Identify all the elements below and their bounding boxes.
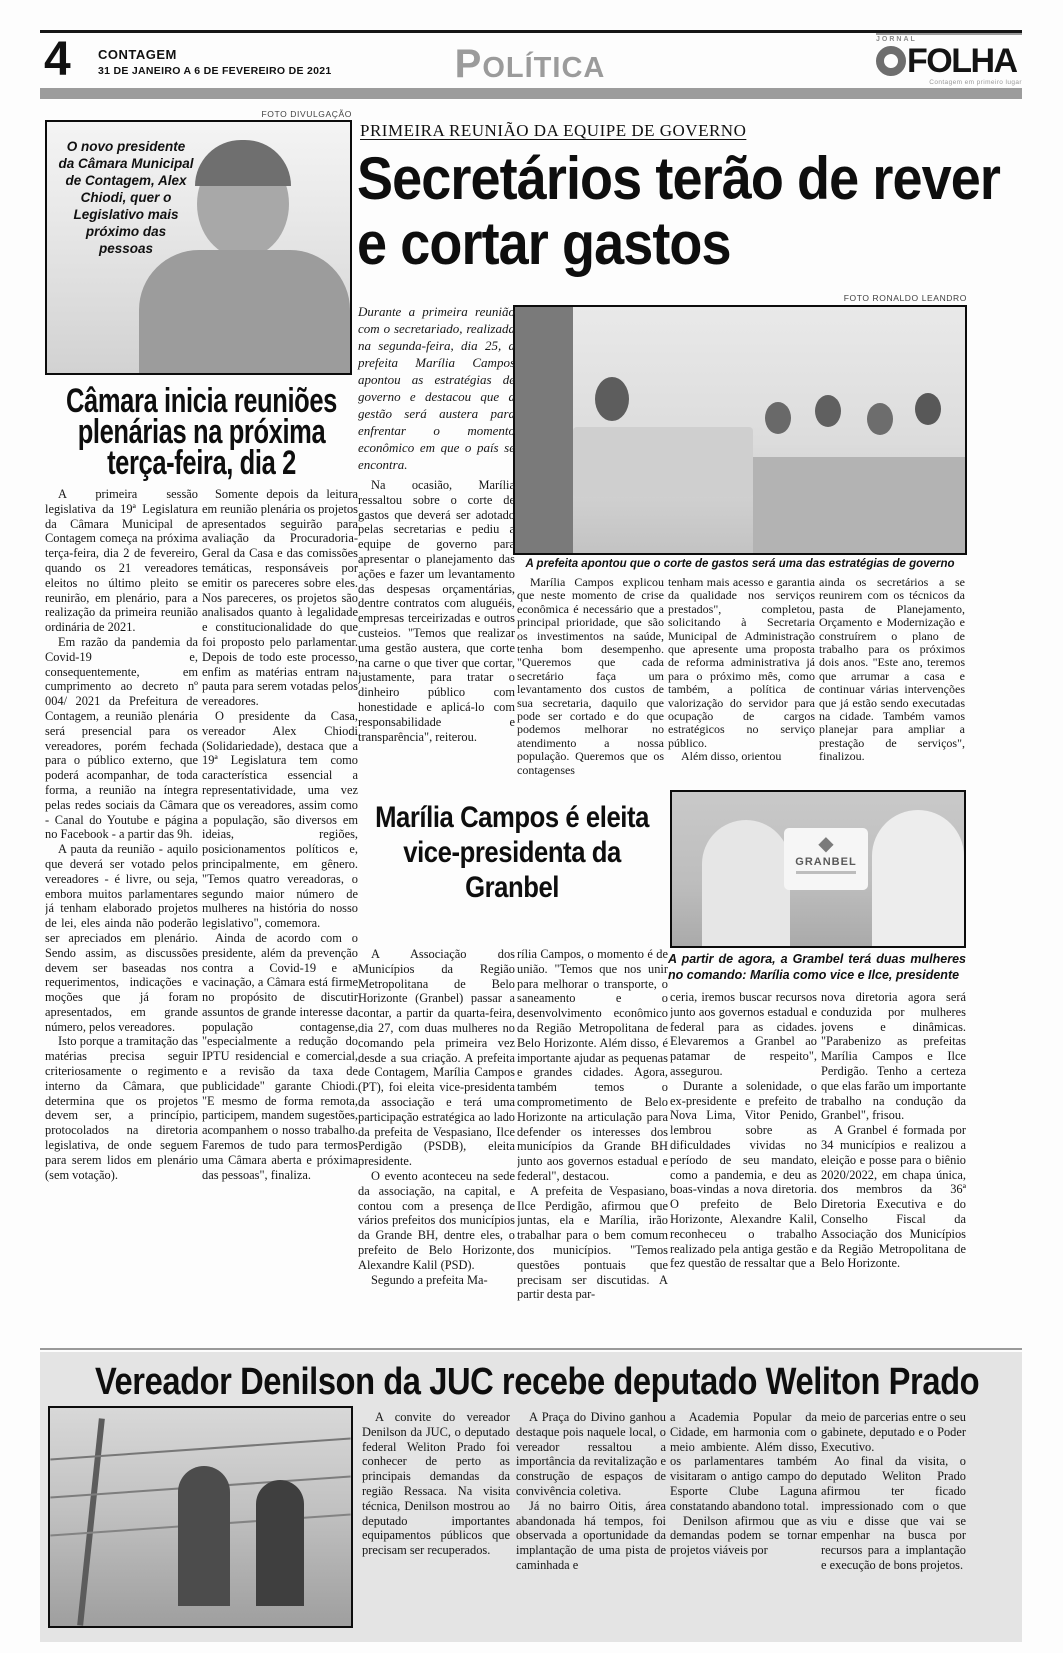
masthead-title: FOLHA <box>907 42 1017 80</box>
lead-kicker: PRIMEIRA REUNIÃO DA EQUIPE DE GOVERNO <box>360 121 747 140</box>
page-number: 4 <box>44 33 71 86</box>
lead-column-c: ainda os secretários a se reunirem com os técnicos da pasta de Planejamento, Orçamento e Modernização e construírem o plano de trabalho para os próximos dois anos. "Este ano, teremos que arrumar a casa e continuar várias intervenções que já estão sendo executadas na cidade. Também vamos planejar para ampliar a prestação de serviços", finalizou. <box>819 576 965 764</box>
camara-column-1: A primeira sessão legislativa da 19ª Legislatura da Câmara Municipal de Contagem começa na próxima terça-feira, dia 2 de fevereiro, quando os 21 vereadores eleitos no último pleito se reunirão, em plenário, para a realização da primeira reunião ordinária de 2021. Em razão da pandemia da Covid-19 e, consequentemente, em cumprimento ao decreto nº 004/ 2021 da Prefeitura de Contagem, a reunião plenária será presencial para os vereadores, porém fechada para o público externo, que poderá acompanhar, de toda forma, a reunião na íntegra pelas redes sociais da Câmara - Canal do Youtube e página no Facebook - a partir das 9h. A pauta da reunião - aquilo que deverá ser votado pelos vereadores - é livre, ou seja, embora muitos parlamentares já tenham elaborado projetos de lei, eles ainda não poderão ser apreciados em plenário. Sendo assim, as discussões devem ser baseadas nos requerimentos, indicações e moções que já foram apresentados, em grande número, pelos vereadores. Isto porque a tramitação das matérias precisa seguir criteriosamente o regimento interno da Câmara, que determina que os projetos devem ser, a princípio, protocolados na diretoria legislativa, de onde seguem para serem lidos em plenário (sem votação). <box>45 487 198 1182</box>
granbel-column-1: A Associação dos Municípios da Região Metropolitana de Belo Horizonte (Granbel) passar a contar, a partir da quarta-feira, dia 27, com duas mulheres no comando pela primeira vez desde a sua criação. A prefeita de Contagem, Marília Campos (PT), foi eleita vice-presidenta da associação e terá uma participação estratégica ao lado da prefeita de Vespasiano, Ilce Perdigão (PSDB), eleita presidente. O evento aconteceu na sede da associação, na capital, e contou com a presença de vários prefeitos dos municípios da Grande BH, dentre eles, o prefeito de Belo Horizonte, Alexandre Kalil (PSD). Segundo a prefeita Ma- <box>358 947 515 1287</box>
granbel-column-3: ceria, iremos buscar recursos junto aos governos estadual e federal para as cidades. Elevaremos a Granbel ao patamar de respeito", assegurou. Durante a solenidade, o ex-presidente e prefeito de Nova Lima, Vitor Penido, lembrou sobre as dificuldades vividas no período de seu mandato, como a pandemia, e deu as boas-vindas a nova diretoria. O prefeito de Belo Horizonte, Alexandre Kalil, reconheceu o trabalho realizado pela antiga gestão e fez questão de ressaltar que a <box>670 990 817 1271</box>
speaker-silhouette <box>595 377 629 421</box>
lead-intro: Durante a primeira reunião com o secretariado, realizada na segunda-feira, dia 25, a prefeita Marília Campos apontou as estratégias de governo e destacou que a gestão será austera para enfrentar o momento econômico em que o país se encontra. <box>358 304 515 472</box>
person-hair-silhouette <box>195 140 291 186</box>
fence-post <box>77 1418 105 1625</box>
masthead <box>876 33 1022 86</box>
portrait-photo <box>45 120 352 375</box>
mayor-silhouette <box>872 810 964 946</box>
lead-column-mid: Na ocasião, Marília ressaltou sobre o corte de gastos que deverá ser adotado pelas secretarias e pediu a equipe de governo para apresentar o planejamento das ações e fazer um levantamento das despesas orçamentárias, dentre contratos com aluguéis, empresas terceirizadas e outros custeios. "Temos que realizar uma gestão austera, que corte na carne o que tiver que cortar, justamente, para tratar o dinheiro público com honestidade e aplicá-lo com responsabilidade e transparência", reiterou. <box>358 478 515 744</box>
denilson-photo <box>48 1406 353 1628</box>
visitor-silhouette <box>256 1480 304 1606</box>
meeting-chairs <box>753 457 965 553</box>
granbel-diamond-icon: ◆ <box>818 833 834 855</box>
denilson-column-1: A convite do vereador Denilson da JUC, o deputado federal Weliton Prado foi conhecer de perto as principais demandas da região Ressaca. Na visita técnica, Denilson mostrou ao deputado importantes equipamentos públicos que precisam ser recuperados. <box>362 1410 510 1558</box>
denilson-column-3: a Academia Popular da Cidade, em harmonia com o meio ambiente. Além disso, os parlamentares também visitaram o antigo campo do Esporte Clube Laguna constatando abandono total. Denilson afirmou que as demandas podem se tornar projetos viáveis por <box>670 1410 817 1558</box>
lead-column-a: Marília Campos explicou que neste momento de crise econômica é necessário que a principal prioridade, que são os investimentos na saúde, tenha bom desempenho. "Queremos que cada secretário faça um levantamento dos custos de sua secretaria, daquilo que pode ser cortado e do que podemos melhorar no atendimento a nossa população. Queremos que os contagenses <box>517 576 664 777</box>
lead-photo <box>513 305 967 555</box>
folha-ring-icon <box>876 46 906 76</box>
bottom-divider-rule <box>40 1348 1022 1350</box>
mayor-silhouette <box>702 820 790 946</box>
portrait-photo-caption: O novo presidente da Câmara Municipal de Contagem, Alex Chiodi, quer o Legislativo mais próximo das pessoas <box>58 139 194 256</box>
camara-column-2: Somente depois da leitura em reunião plenária os projetos apresentados seguirão para avaliação da Procuradoria-Geral da Casa e das comissões temáticas, responsáveis por emitir os pareceres sobre eles. Nos pareceres, os projetos são analisados quanto à legalidade e constitucionalidade do que foi proposto pelo parlamentar. Depois de todo este processo, enfim as matérias entram na pauta para serem votadas pelos vereadores. O presidente da Casa, vereador Alex Chiodi (Solidariedade), destaca que a 19ª Legislatura tem como característica essencial a representatividade, uma vez que os vereadores, assim como a população, são diversos em ideias, regiões, posicionamentos políticos e, principalmente, em gênero. "Temos quatro vereadoras, o segundo maior número de mulheres na história do nosso legislativo", comemora. Ainda de acordo com o presidente, além da prevenção contra a Covid-19 e a vacinação, a Câmara está firme no propósito de discutir assuntos de grande interesse da população contagense, "especialmente a redução do IPTU residencial e comercial, e a revisão da taxa de publicidade" garante Chiodi. "E mesmo de forma remota, participem, mandem sugestões, acompanhem o nosso trabalho. Faremos de tudo para termos uma Câmara aberta e próxima das pessoas", finaliza. <box>202 487 358 1182</box>
attendee-silhouette <box>867 403 893 435</box>
edition-label: CONTAGEM <box>98 47 177 62</box>
section-title: POLÍTICA <box>454 42 606 86</box>
denilson-headline: Vereador Denilson da JUC recebe deputado Weliton Prado <box>94 1361 980 1403</box>
attendee-silhouette <box>815 395 841 427</box>
person-body-silhouette <box>139 250 350 373</box>
visitor-silhouette <box>178 1466 230 1606</box>
top-rule <box>40 30 1022 33</box>
granbel-column-2: rília Campos, o momento é de união. "Temos que nos unir para melhorar o transporte, o saneamento e o desenvolvimento econômico da Região Metropolitana de Belo Horizonte. Além disso, é importante ajudar as pequenas e grandes cidades. Agora, também temos o comprometimento de Belo Horizonte na articulação para defender os interesses dos municípios da Grande BH junto aos governos estadual e federal", destacou. A prefeita de Vespasiano, Ilce Perdigão, afirmou que juntas, ela e Marília, irão trabalhar para o bem comum dos municípios. "Temos questões pontuais que precisam ser discutidas. A partir desta par- <box>517 947 668 1302</box>
portrait-photo-credit: FOTO DIVULGAÇÃO <box>261 109 352 119</box>
meeting-desk <box>573 427 753 497</box>
attendee-silhouette <box>765 402 791 434</box>
meeting-wall-panel <box>515 307 573 553</box>
camara-headline: Câmara inicia reuniões plenárias na próxima terça-feira, dia 2 <box>66 382 337 482</box>
attendee-silhouette <box>915 393 941 425</box>
edition-date-range: 31 DE JANEIRO A 6 DE FEVEREIRO DE 2021 <box>98 65 332 77</box>
denilson-column-4: meio de parcerias entre o seu gabinete, deputado e o Poder Executivo. Ao final da visita, o deputado Weliton Prado afirmou ter ficado impressionado com o que viu e disse que vai se empenhar na busca por recursos para a implantação e execução de bons projetos. <box>821 1410 966 1572</box>
granbel-photo-caption: A partir de agora, a Grambel terá duas mulheres no comando: Marília como vice e Ilce, presidente <box>668 952 966 982</box>
masthead-kicker: JORNAL <box>876 33 1022 43</box>
granbel-logo-subline <box>796 871 856 874</box>
masthead-tagline: Contagem em primeiro lugar <box>929 79 1022 86</box>
granbel-logo-text: GRANBEL <box>795 856 857 868</box>
lead-column-b: tenham mais acesso e garantia da qualidade nos serviços prestados", completou, solicitando à Secretaria Municipal de Administração que apresente uma proposta de reforma administrativa já para o próximo mês, como também, a política de valorização do servidor para ocupação de cargos estratégicos no serviço público. Além disso, orientou <box>668 576 815 764</box>
lead-photo-caption: A prefeita apontou que o corte de gastos será uma das estratégias de governo <box>525 558 955 570</box>
granbel-headline: Marília Campos é eleita vice-presidenta da Granbel <box>375 801 649 904</box>
granbel-column-4: nova diretoria agora será conduzida por mulheres jovens e dinâmicas. "Parabenizo as prefeitas Marília Campos e Ilce Perdigão. Tenho a certeza que elas farão um importante trabalho na condução da Granbel", frisou. A Granbel é formada por 34 municípios e realizou a eleição e posse para o biênio 2020/2022, em chapa única, dos membros da 36ª Diretoria Executiva e do Conselho Fiscal da Associação dos Municípios da Região Metropolitana de Belo Horizonte. <box>821 990 966 1271</box>
header-band <box>40 88 1022 99</box>
denilson-column-2: A Praça do Divino ganhou destaque pois naquele local, o vereador ressaltou a importância da revitalização e construção de espaços de convivência coletiva. Já no bairro Oitis, área abandonada há tempos, foi observada a oportunidade da implantação de uma pista de caminhada e <box>516 1410 666 1572</box>
granbel-logo-card <box>784 828 868 890</box>
granbel-photo <box>670 790 966 948</box>
lead-photo-credit: FOTO RONALDO LEANDRO <box>843 293 967 303</box>
lead-headline: Secretários terão de rever e cortar gastos <box>357 145 1000 277</box>
